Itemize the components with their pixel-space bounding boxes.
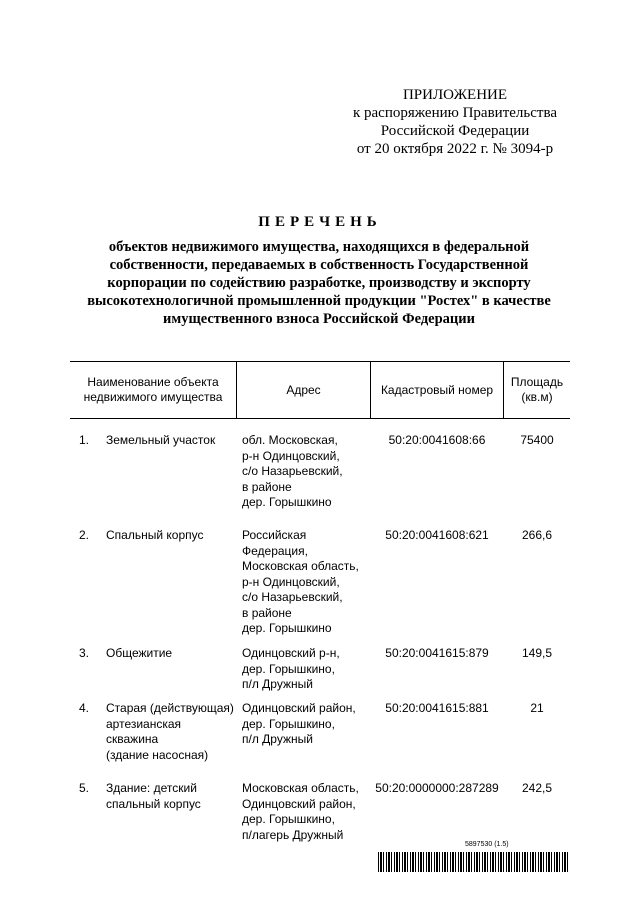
table-row bbox=[70, 433, 570, 528]
object-address-line: с/о Назарьевский, bbox=[242, 464, 343, 478]
document-title: ПЕРЕЧЕНЬ bbox=[258, 214, 382, 230]
document-subtitle bbox=[60, 238, 578, 328]
object-name bbox=[106, 701, 241, 763]
object-area: 21 bbox=[530, 701, 544, 715]
subtitle-line: высокотехнологичной промышленной продукции "Ростех" в качестве bbox=[87, 293, 551, 309]
object-area: 75400 bbox=[520, 433, 554, 447]
object-address bbox=[242, 781, 367, 843]
object-address-line: р-н Одинцовский, bbox=[242, 448, 340, 463]
subtitle-line: объектов недвижимого имущества, находящихся в федеральной bbox=[108, 239, 530, 255]
row-number: 2. bbox=[79, 528, 90, 542]
object-name-line: артезианская bbox=[106, 716, 182, 731]
object-name-line: спальный корпус bbox=[106, 796, 201, 811]
subtitle-line: корпорации по содействию разработке, производству и экспорту bbox=[107, 275, 531, 291]
header-address: Адрес bbox=[237, 362, 371, 418]
header-name-line: недвижимого имущества bbox=[83, 390, 223, 404]
cadastral-number: 50:20:0041608:66 bbox=[388, 433, 486, 447]
appendix-date: от 20 октября 2022 г. № 3094-р bbox=[356, 141, 554, 157]
object-area: 242,5 bbox=[521, 781, 553, 795]
object-address bbox=[242, 528, 367, 637]
header-name bbox=[70, 362, 237, 418]
object-address-line: п/лагерь Дружный bbox=[242, 827, 344, 842]
object-address-line: дер. Горышкино, bbox=[242, 716, 335, 731]
appendix-org: Российской Федерации bbox=[380, 123, 530, 139]
object-address-line: обл. Московская, bbox=[242, 433, 338, 447]
object-area: 266,6 bbox=[521, 528, 553, 542]
object-address-line: Федерация, bbox=[242, 543, 308, 558]
barcode-number: 5897530 (1.5) bbox=[465, 841, 509, 848]
cadastral-number: 50:20:0000000:287289 bbox=[375, 781, 499, 795]
header-area bbox=[504, 362, 570, 418]
object-name bbox=[106, 781, 241, 812]
object-name bbox=[106, 433, 241, 449]
row-number: 5. bbox=[79, 781, 90, 795]
object-address-line: п/л Дружный bbox=[242, 677, 313, 691]
object-address-line: Одинцовский район, bbox=[242, 796, 356, 811]
object-address-line: дер. Горышкино, bbox=[242, 661, 335, 676]
row-number: 4. bbox=[79, 701, 90, 715]
object-address-line: Московская область, bbox=[242, 559, 359, 573]
object-address-line: с/о Назарьевский, bbox=[242, 590, 343, 604]
cadastral-number: 50:20:0041608:621 bbox=[385, 528, 489, 542]
object-name-line: Спальный корпус bbox=[106, 528, 204, 542]
row-number: 3. bbox=[79, 646, 90, 660]
object-address bbox=[242, 646, 367, 693]
header-area-line: (кв.м) bbox=[521, 390, 553, 404]
object-address-line: в районе bbox=[242, 479, 292, 494]
header-cadastral: Кадастровый номер bbox=[371, 362, 504, 418]
barcode-image bbox=[378, 852, 568, 872]
object-address-line: р-н Одинцовский, bbox=[242, 574, 340, 589]
object-address-line: дер. Горышкино bbox=[242, 621, 332, 635]
cadastral-number: 50:20:0041615:881 bbox=[385, 701, 489, 715]
row-number: 1. bbox=[79, 433, 90, 447]
object-address-line: Московская область, bbox=[242, 781, 359, 795]
object-address-line: в районе bbox=[242, 605, 292, 620]
object-name-line: Общежитие bbox=[106, 646, 173, 660]
object-name bbox=[106, 646, 241, 662]
subtitle-line: имущественного взноса Российской Федерации bbox=[163, 311, 475, 327]
header-name-line: Наименование объекта bbox=[87, 375, 219, 389]
object-address bbox=[242, 701, 367, 748]
object-address-line: Российская bbox=[242, 528, 307, 542]
table-header bbox=[70, 361, 570, 419]
object-name-line: скважина bbox=[106, 732, 159, 746]
object-address bbox=[242, 433, 367, 511]
object-address-line: Одинцовский район, bbox=[242, 701, 356, 715]
object-address-line: Одинцовский р-н, bbox=[242, 646, 340, 660]
object-address-line: дер. Горышкино bbox=[242, 495, 332, 509]
object-area: 149,5 bbox=[521, 646, 553, 660]
object-address-line: п/л Дружный bbox=[242, 732, 313, 746]
object-name-line: Старая (действующая) bbox=[106, 701, 234, 715]
header-area-line: Площадь bbox=[510, 375, 564, 389]
appendix-ref: к распоряжению Правительства bbox=[352, 105, 557, 121]
object-name-line: Здание: детский bbox=[106, 781, 197, 795]
property-table bbox=[70, 361, 570, 853]
appendix-header bbox=[353, 86, 557, 158]
object-name-line: (здание насосная) bbox=[106, 747, 209, 762]
appendix-label: ПРИЛОЖЕНИЕ bbox=[402, 87, 508, 103]
object-name bbox=[106, 528, 241, 544]
table-row bbox=[70, 646, 570, 701]
object-name-line: Земельный участок bbox=[106, 433, 216, 447]
table-body bbox=[70, 433, 570, 853]
object-address-line: дер. Горышкино, bbox=[242, 812, 335, 826]
table-row bbox=[70, 528, 570, 646]
subtitle-line: собственности, передаваемых в собственность Государственной bbox=[109, 257, 529, 273]
cadastral-number: 50:20:0041615:879 bbox=[385, 646, 489, 660]
table-row bbox=[70, 701, 570, 781]
